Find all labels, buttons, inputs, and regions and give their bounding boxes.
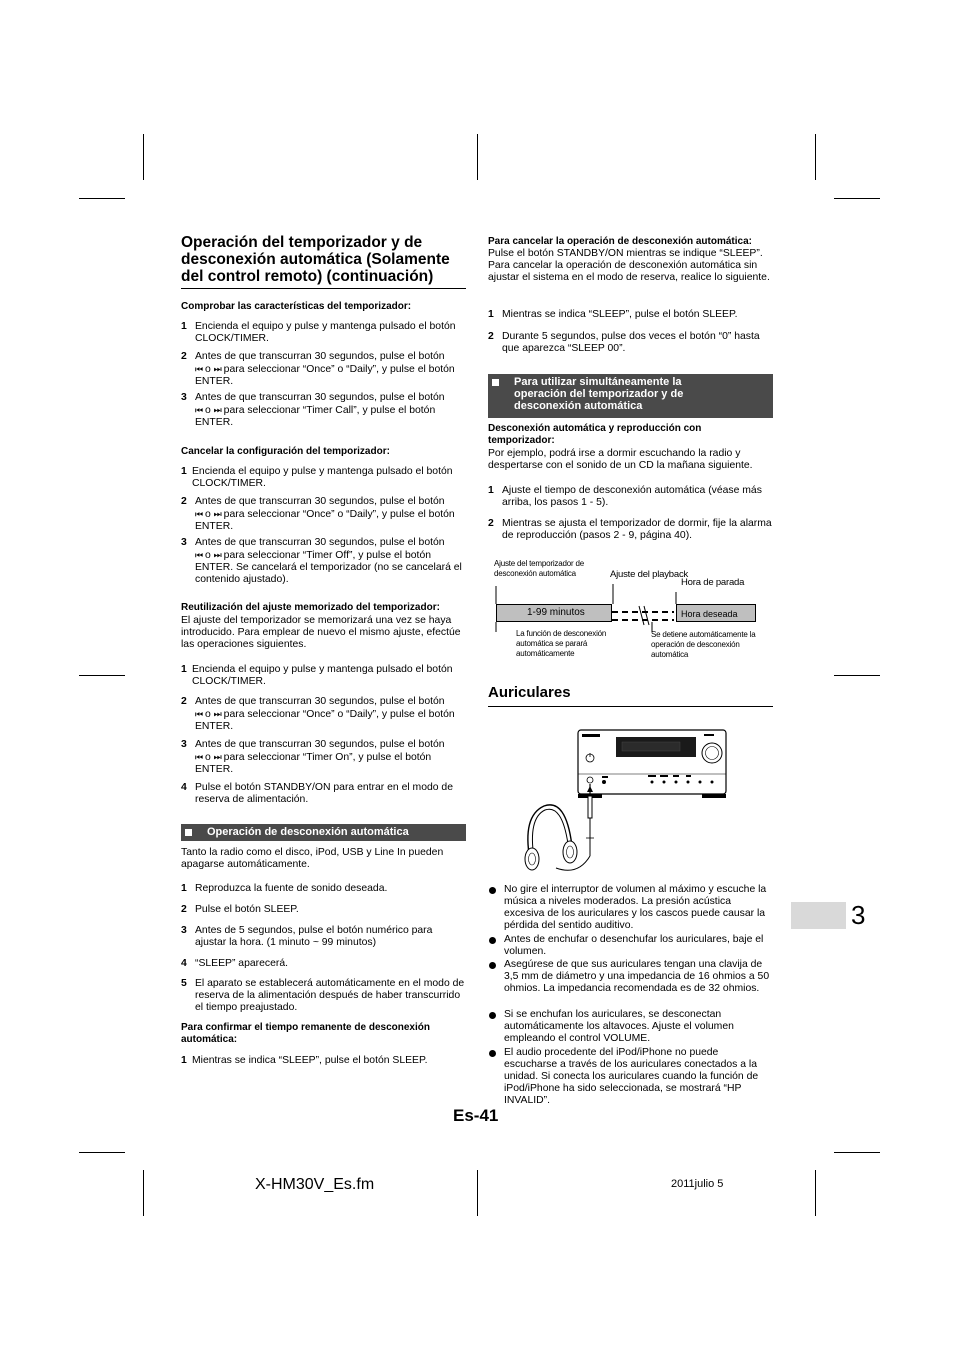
step-text-b: para seleccionar “Once” o “Daily”, y pulse el botón ENTER. xyxy=(195,509,455,532)
or-word: o xyxy=(205,405,211,416)
section-bar xyxy=(488,374,773,418)
crop-mark xyxy=(143,134,144,180)
step-number: 4 xyxy=(181,958,187,969)
list-item xyxy=(488,884,773,932)
chapter-tab xyxy=(791,902,846,929)
section-intro: Tanto la radio como el disco, iPod, USB y Line In pueden apagarse automáticamente. xyxy=(181,847,444,870)
step-text xyxy=(195,351,466,388)
step-text-b: para seleccionar “Timer Call”, y pulse el botón ENTER. xyxy=(195,405,436,428)
section-bar xyxy=(181,824,466,841)
bullet-text: El audio procedente del iPod/iPhone no puede escucharse a través de los auriculares conectados a la unidad. Si conecta los auriculares cuando la función de iPod/iPhone ha sido seleccionada, se mostrará “HP INVALID”. xyxy=(504,1047,759,1106)
section-heading: Desconexión automática y reproducción con temporizador: xyxy=(488,423,702,446)
desired-time-box xyxy=(676,604,756,622)
step-number: 3 xyxy=(181,925,187,936)
section-intro: El ajuste del temporizador se memorizará una vez se haya introducido. Para emplear de nuevo el mismo ajuste, efectúe las operaciones siguientes. xyxy=(181,615,461,650)
step-item xyxy=(181,466,466,490)
footer-date: 2011julio 5 xyxy=(671,1178,724,1190)
bullet-icon xyxy=(489,887,496,894)
crop-mark xyxy=(834,198,880,199)
bullet-icon xyxy=(489,937,496,944)
step-text: Antes de 5 segundos, pulse el botón numérico para ajustar la hora. (1 minuto ~ 99 minutos) xyxy=(195,925,433,948)
crop-mark xyxy=(79,198,125,199)
square-bullet-icon xyxy=(185,829,192,836)
step-text xyxy=(195,739,466,776)
diagram-label-stop-sleep: La función de desconexión automática se parará automáticamente xyxy=(516,629,607,658)
sleep-minutes-box xyxy=(496,604,612,622)
step-item xyxy=(488,518,773,542)
step-text-a: Antes de que transcurran 30 segundos, pulse el botón xyxy=(195,537,445,548)
step-item xyxy=(181,978,466,1014)
or-word: o xyxy=(205,509,211,520)
or-word: o xyxy=(205,364,211,375)
bullet-icon xyxy=(489,1050,496,1057)
step-text xyxy=(195,696,466,733)
step-number: 1 xyxy=(181,883,187,894)
step-text-b: para seleccionar “Timer On”, y pulse el botón ENTER. xyxy=(195,752,432,775)
step-item xyxy=(181,958,466,970)
step-number: 2 xyxy=(488,331,494,342)
crop-mark xyxy=(143,1170,144,1216)
left-column xyxy=(181,300,466,1080)
crop-mark xyxy=(815,134,816,180)
step-number: 3 xyxy=(181,392,187,403)
step-number: 1 xyxy=(181,466,187,477)
step-text: Ajuste el tiempo de desconexión automática (véase más arriba, los pasos 1 - 5). xyxy=(502,485,762,508)
step-text-a: Antes de que transcurran 30 segundos, pulse el botón xyxy=(195,496,445,507)
crop-mark xyxy=(834,675,880,676)
section-text: Pulse el botón STANDBY/ON mientras se indique “SLEEP”. Para cancelar la operación de desconexión automática sin ajustar el sistema en el modo de reserva, realice lo siguiente. xyxy=(488,248,770,283)
step-item xyxy=(181,351,466,388)
previous-track-icon: ⏮ xyxy=(195,509,203,519)
next-track-icon: ⏭ xyxy=(213,509,221,519)
diagram-label-playback: Ajuste del playback xyxy=(610,569,689,580)
bullet-icon xyxy=(489,962,496,969)
step-text: Reproduzca la fuente de sonido deseada. xyxy=(195,883,388,894)
step-number: 1 xyxy=(181,1055,187,1066)
step-item xyxy=(181,696,466,733)
previous-track-icon: ⏮ xyxy=(195,405,203,415)
next-track-icon: ⏭ xyxy=(213,752,221,762)
step-number: 2 xyxy=(181,696,187,707)
crop-mark xyxy=(79,675,125,676)
next-track-icon: ⏭ xyxy=(213,709,221,719)
step-text: Mientras se indica “SLEEP”, pulse el botón SLEEP. xyxy=(502,309,738,320)
step-item xyxy=(181,664,466,688)
section-bar-label: Operación de desconexión automática xyxy=(207,826,409,838)
step-number: 1 xyxy=(488,485,494,496)
crop-mark xyxy=(79,1152,125,1153)
timeline-diagram xyxy=(488,556,773,668)
step-text: Durante 5 segundos, pulse dos veces el botón “0” hasta que aparezca “SLEEP 00”. xyxy=(502,331,760,354)
chapter-number: 3 xyxy=(851,900,866,930)
step-number: 3 xyxy=(181,537,187,548)
bullet-text: Antes de enchufar o desenchufar los auriculares, baje el volumen. xyxy=(504,934,764,957)
list-item xyxy=(488,959,773,995)
step-number: 2 xyxy=(181,904,187,915)
step-number: 5 xyxy=(181,978,187,989)
page-title: Operación del temporizador y de desconexión automática (Solamente del control remoto) (continuación) xyxy=(181,234,450,285)
step-text: Encienda el equipo y pulse y mantenga pulsado el botón CLOCK/TIMER. xyxy=(192,664,453,687)
crop-mark xyxy=(815,1170,816,1216)
previous-track-icon: ⏮ xyxy=(195,752,203,762)
or-word: o xyxy=(205,550,211,561)
step-item xyxy=(488,309,773,321)
bullet-text: No gire el interruptor de volumen al máximo y escuche la música a niveles moderados. La presión acústica excesiva de los auriculares y los cascos puede causar la pérdida del sentido auditivo. xyxy=(504,884,767,931)
section-heading: Para confirmar el tiempo remanente de desconexión automática: xyxy=(181,1022,430,1045)
step-item xyxy=(181,883,466,895)
page-number: Es-41 xyxy=(453,1106,499,1125)
next-track-icon: ⏭ xyxy=(213,364,221,374)
step-number: 3 xyxy=(181,739,187,750)
step-text: Encienda el equipo y pulse y mantenga pulsado el botón CLOCK/TIMER. xyxy=(195,321,456,344)
or-word: o xyxy=(205,709,211,720)
bullet-text: Si se enchufan los auriculares, se desconectan automáticamente los altavoces. Ajuste el volumen empleando el control VOLUME. xyxy=(504,1009,734,1044)
step-item xyxy=(181,537,466,586)
step-text-b: para seleccionar “Once” o “Daily”, y pulse el botón ENTER. xyxy=(195,709,455,732)
previous-track-icon: ⏮ xyxy=(195,550,203,560)
step-text xyxy=(195,537,466,586)
crop-mark xyxy=(477,1170,478,1216)
step-text: Mientras se indica “SLEEP”, pulse el botón SLEEP. xyxy=(192,1055,428,1066)
previous-track-icon: ⏮ xyxy=(195,364,203,374)
or-word: o xyxy=(205,752,211,763)
step-item xyxy=(488,331,773,355)
square-bullet-icon xyxy=(492,379,499,386)
title-rule xyxy=(181,288,466,289)
step-text-a: Antes de que transcurran 30 segundos, pulse el botón xyxy=(195,392,445,403)
step-text xyxy=(195,496,466,533)
diagram-label-stop-time: Hora de parada xyxy=(681,577,745,588)
right-column xyxy=(488,236,773,1116)
step-text-a: Antes de que transcurran 30 segundos, pulse el botón xyxy=(195,739,445,750)
crop-mark xyxy=(477,134,478,180)
desired-time-label: Hora deseada xyxy=(681,609,738,619)
step-item xyxy=(488,485,773,509)
step-number: 2 xyxy=(181,351,187,362)
step-text: El aparato se establecerá automáticamente en el modo de reserva de la alimentación después de haber transcurrido el tiempo preajustado. xyxy=(195,978,465,1013)
step-text: Pulse el botón STANDBY/ON para entrar en el modo de reserva de alimentación. xyxy=(195,782,453,805)
step-text: Mientras se ajusta el temporizador de dormir, fije la alarma de reproducción (pasos 2 - 9, página 40). xyxy=(502,518,772,541)
step-number: 1 xyxy=(181,321,187,332)
previous-track-icon: ⏮ xyxy=(195,709,203,719)
section-heading: Para cancelar la operación de desconexión automática: xyxy=(488,236,752,247)
step-text xyxy=(195,392,466,429)
step-text: Encienda el equipo y pulse y mantenga pulsado el botón CLOCK/TIMER. xyxy=(192,466,453,489)
step-number: 2 xyxy=(181,496,187,507)
step-text-a: Antes de que transcurran 30 segundos, pulse el botón xyxy=(195,696,445,707)
next-track-icon: ⏭ xyxy=(213,405,221,415)
step-text-b: para seleccionar “Once” o “Daily”, y pulse el botón ENTER. xyxy=(195,364,455,387)
bullet-text: Asegúrese de que sus auriculares tengan una clavija de 3,5 mm de diámetro y una impedancia de 16 ohmios a 50 ohmios. La impedancia recomendada es de 32 ohmios. xyxy=(504,959,770,994)
step-item xyxy=(181,782,466,806)
step-number: 4 xyxy=(181,782,187,793)
step-text: Pulse el botón SLEEP. xyxy=(195,904,299,915)
sleep-minutes-label: 1-99 minutos xyxy=(527,607,585,618)
list-item xyxy=(488,934,773,958)
section-heading: Cancelar la configuración del temporizador: xyxy=(181,446,390,457)
step-item xyxy=(181,739,466,776)
list-item xyxy=(488,1047,773,1107)
next-track-icon: ⏭ xyxy=(213,550,221,560)
step-item xyxy=(181,321,466,345)
section-heading: Comprobar las características del temporizador: xyxy=(181,301,412,312)
step-number: 2 xyxy=(488,518,494,529)
list-item xyxy=(488,1009,773,1045)
diagram-label-sleep-setting: Ajuste del temporizador de desconexión automática xyxy=(494,559,584,578)
headphones-illustration xyxy=(518,726,738,886)
bullet-icon xyxy=(489,1012,496,1019)
headphones-rule xyxy=(488,706,773,707)
section-bar-label: Para utilizar simultáneamente la operación del temporizador y de desconexión automática xyxy=(514,376,684,412)
step-item xyxy=(181,392,466,429)
crop-mark xyxy=(834,1152,880,1153)
step-text-b: para seleccionar “Timer Off”, y pulse el botón ENTER. Se cancelará el temporizador (no se cancelará el contenido ajustado). xyxy=(195,550,462,585)
headphones-heading: Auriculares xyxy=(488,684,571,701)
step-text: “SLEEP” aparecerá. xyxy=(195,958,288,969)
step-item xyxy=(181,904,466,916)
section-heading: Reutilización del ajuste memorizado del temporizador: xyxy=(181,602,440,613)
step-item xyxy=(181,925,466,949)
step-number: 1 xyxy=(488,309,494,320)
section-text: Por ejemplo, podrá irse a dormir escuchando la radio y despertarse con el sonido de un CD la mañana siguiente. xyxy=(488,448,753,471)
step-text-a: Antes de que transcurran 30 segundos, pulse el botón xyxy=(195,351,445,362)
footer-filename: X-HM30V_Es.fm xyxy=(255,1176,375,1193)
step-item xyxy=(181,496,466,533)
diagram-label-stops-auto: Se detiene automáticamente la operación de desconexión automática xyxy=(651,630,756,659)
step-number: 1 xyxy=(181,664,187,675)
step-item xyxy=(181,1055,466,1067)
